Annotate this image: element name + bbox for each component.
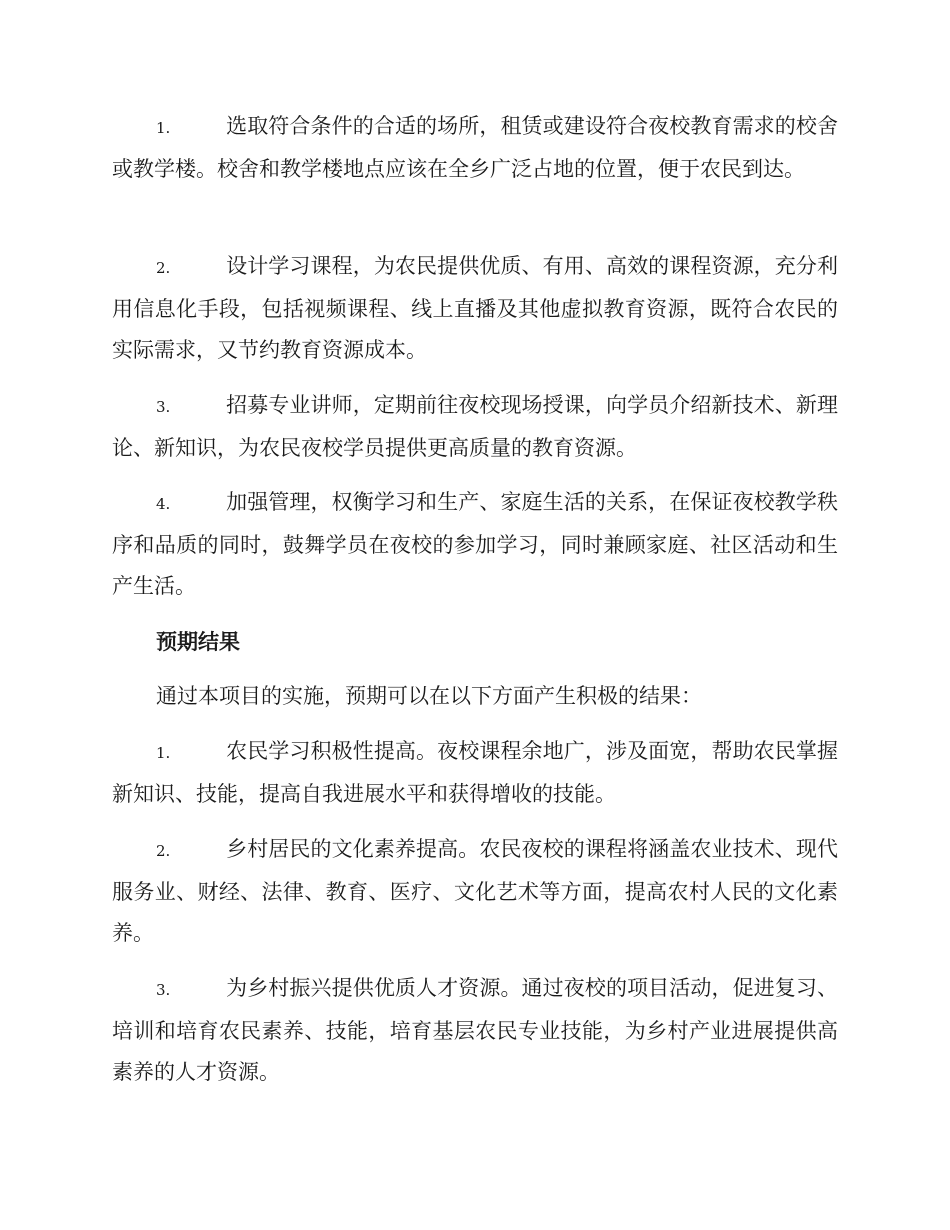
list-item (112, 829, 838, 954)
list-item-text: 设计学习课程，为农民提供优质、有用、高效的课程资源，充分利用信息化手段，包括视频课程、线上直播及其他虚拟教育资源，既符合农民的实际需求，又节约教育资源成本。 (112, 254, 838, 362)
list-number: 4. (156, 495, 171, 513)
list-item (112, 106, 838, 190)
list-item-text: 招募专业讲师，定期前往夜校现场授课，向学员介绍新技术、新理论、新知识，为农民夜校学员提供更高质量的教育资源。 (112, 393, 838, 460)
list-number: 3. (156, 398, 171, 416)
list-number: 1. (156, 119, 171, 137)
list-item (112, 385, 838, 469)
list-item-text: 乡村居民的文化素养提高。农民夜校的课程将涵盖农业技术、现代服务业、财经、法律、教育、医疗、文化艺术等方面，提高农村人民的文化素养。 (112, 837, 838, 945)
list-number: 2. (156, 842, 171, 860)
intro-paragraph: 通过本项目的实施，预期可以在以下方面产生积极的结果： (156, 684, 702, 708)
list-number: 3. (156, 981, 171, 999)
list-item (112, 731, 838, 815)
list-item (112, 968, 838, 1093)
list-item-text: 选取符合条件的合适的场所，租赁或建设符合夜校教育需求的校舍或教学楼。校舍和教学楼地点应该在全乡广泛占地的位置，便于农民到达。 (112, 114, 838, 181)
list-number: 2. (156, 259, 171, 277)
list-item (112, 482, 838, 607)
list-item (112, 246, 838, 371)
list-item-text: 为乡村振兴提供优质人才资源。通过夜校的项目活动，促进复习、培训和培育农民素养、技能，培育基层农民专业技能，为乡村产业进展提供高素养的人才资源。 (112, 976, 838, 1084)
section-heading: 预期结果 (156, 629, 240, 654)
list-item-text: 农民学习积极性提高。夜校课程余地广，涉及面宽，帮助农民掌握新知识、技能，提高自我进展水平和获得增收的技能。 (112, 739, 838, 806)
list-number: 1. (156, 744, 171, 762)
list-item-text: 加强管理，权衡学习和生产、家庭生活的关系，在保证夜校教学秩序和品质的同时，鼓舞学员在夜校的参加学习，同时兼顾家庭、社区活动和生产生活。 (112, 490, 838, 598)
